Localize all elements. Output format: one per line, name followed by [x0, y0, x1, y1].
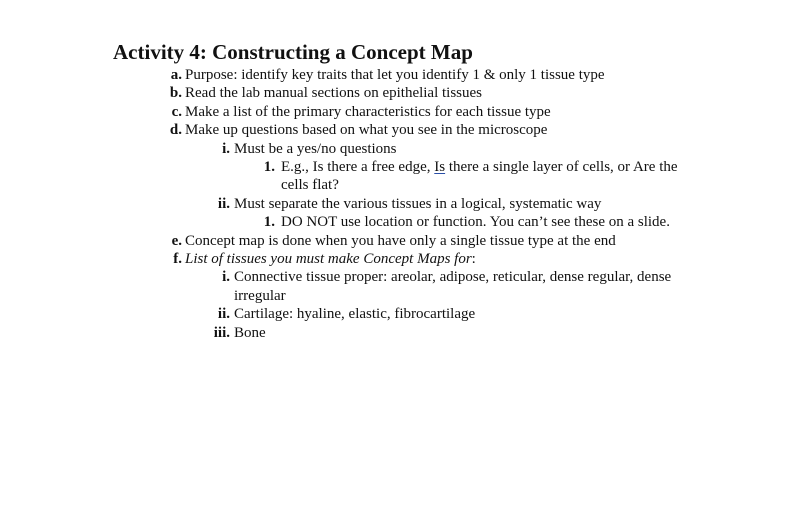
list-item-text: Purpose: identify key traits that let you identify 1 & only 1 tissue type [185, 67, 605, 83]
list-marker: 1. [263, 214, 275, 230]
list-item-d-i-1 [263, 158, 678, 176]
list-item-text: Concept map is done when you have only a single tissue type at the end [185, 233, 616, 249]
list-item-f-ii [217, 305, 476, 323]
list-marker: c. [171, 104, 182, 120]
list-item-text-cont: there a single layer of cells, or Are the [445, 159, 678, 175]
list-item-f-iii [213, 324, 266, 342]
list-item-a [170, 66, 605, 84]
list-marker: ii. [217, 196, 230, 212]
spellcheck-underlined-word: Is [434, 159, 446, 175]
list-item-d-ii [217, 195, 602, 213]
list-item-text: E.g., Is there a free edge, [281, 159, 435, 175]
list-item-colon: : [471, 251, 476, 267]
list-marker: e. [171, 233, 182, 249]
list-item-e [171, 232, 616, 250]
list-item-c [171, 103, 551, 121]
page-title: Activity 4: Constructing a Concept Map [113, 40, 473, 64]
list-item-d-ii-1 [263, 213, 670, 231]
list-marker: iii. [213, 325, 230, 341]
list-marker: 1. [263, 159, 275, 175]
list-item-text: Cartilage: hyaline, elastic, fibrocartilage [234, 306, 476, 322]
list-item-text: DO NOT use location or function. You can’t see these on a slide. [281, 214, 670, 230]
list-item-text: Connective tissue proper: areolar, adipose, reticular, dense regular, dense [234, 269, 672, 285]
list-item-f-i [222, 268, 672, 286]
list-item-text: irregular [234, 288, 286, 304]
list-item-text: cells flat? [281, 177, 339, 193]
list-marker: i. [222, 269, 230, 285]
list-marker: a. [170, 67, 182, 83]
list-marker: ii. [217, 306, 230, 322]
list-item-text: Bone [234, 325, 266, 341]
list-item-text: Must separate the various tissues in a logical, systematic way [234, 196, 602, 212]
list-item-b [169, 84, 483, 102]
list-item-text: Must be a yes/no questions [234, 141, 397, 157]
list-item-f-i-line2 [234, 287, 286, 305]
list-marker: b. [169, 85, 182, 101]
list-marker: d. [169, 122, 182, 138]
list-item-d-i-1-line2 [281, 176, 339, 194]
list-item-text: List of tissues you must make Concept Maps for [185, 251, 472, 267]
list-item-text: Make up questions based on what you see in the microscope [185, 122, 548, 138]
list-item-d-i [222, 140, 397, 158]
list-marker: f. [173, 251, 182, 267]
list-item-f [173, 250, 476, 268]
list-marker: i. [222, 141, 230, 157]
list-item-d [169, 121, 548, 139]
list-item-text: Read the lab manual sections on epithelial tissues [185, 85, 483, 101]
list-item-text: Make a list of the primary characteristics for each tissue type [185, 104, 551, 120]
